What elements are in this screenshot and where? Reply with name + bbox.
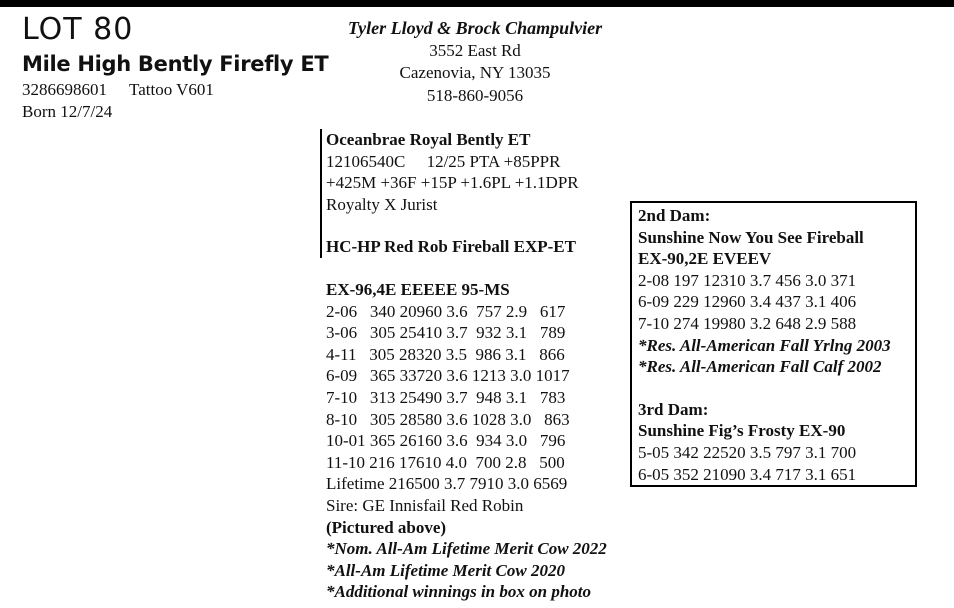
second-dam-classification: EX-90,2E EVEEV <box>638 249 772 269</box>
dam-header <box>320 236 646 258</box>
dam-honor: *Nom. All-Am Lifetime Merit Cow 2022 <box>326 539 607 559</box>
consignor-city: Cazenovia, NY 13035 <box>399 63 551 82</box>
birth-date: Born 12/7/24 <box>22 102 113 121</box>
dam-details <box>326 279 607 603</box>
second-dam-record: 7-10 274 19980 3.2 648 2.9 588 <box>638 313 857 333</box>
dam-record: 8-10 305 28580 3.6 1028 3.0 863 <box>326 409 570 429</box>
consignor-address: 3552 East Rd <box>429 40 521 60</box>
consignor-block <box>330 17 620 107</box>
second-dam-name: Sunshine Now You See Fireball <box>638 227 864 247</box>
dam-record: 4-11 305 28320 3.5 986 3.1 866 <box>326 344 565 364</box>
top-rule <box>0 0 954 7</box>
sire-traits: +425M +36F +15P +1.6PL +1.1DPR <box>326 173 579 192</box>
dam-record: 3-06 305 25410 3.7 932 3.1 789 <box>326 323 566 343</box>
third-dam-heading: 3rd Dam: <box>638 399 709 419</box>
spacer <box>638 378 909 399</box>
dam-record: 6-09 365 33720 3.6 1213 3.0 1017 <box>326 366 570 386</box>
consignor-phone: 518-860-9056 <box>426 85 524 105</box>
dam-record: 7-10 313 25490 3.7 948 3.1 783 <box>326 387 566 407</box>
registration-line <box>22 79 214 101</box>
dam-name: HC-HP Red Rob Fireball EXP-ET <box>326 237 576 256</box>
dam-lifetime: Lifetime 216500 3.7 7910 3.0 6569 <box>326 474 568 494</box>
dam-pictured-note: (Pictured above) <box>326 517 447 537</box>
dam-classification: EX-96,4E EEEEE 95-MS <box>326 280 510 299</box>
dam-record: 10-01 365 26160 3.6 934 3.0 796 <box>326 431 566 451</box>
sire-pedigree: Royalty X Jurist <box>326 194 438 214</box>
second-dam-honor: *Res. All-American Fall Calf 2002 <box>638 357 882 377</box>
dam-honor: *All-Am Lifetime Merit Cow 2020 <box>326 560 565 580</box>
third-dam-record: 5-05 342 22520 3.5 797 3.1 700 <box>638 442 857 462</box>
registration-number: 3286698601 <box>22 80 107 99</box>
second-dam-honor: *Res. All-American Fall Yrlng 2003 <box>638 335 891 355</box>
dam-record: 11-10 216 17610 4.0 700 2.8 500 <box>326 452 565 472</box>
dam-sire: Sire: GE Innisfail Red Robin <box>326 495 524 515</box>
tattoo: Tattoo V601 <box>129 80 214 99</box>
lot-number: LOT 80 <box>22 12 134 47</box>
third-dam-name: Sunshine Fig’s Frosty EX-90 <box>638 421 846 441</box>
consignor-name: Tyler Lloyd & Brock Champulvier <box>347 18 603 38</box>
cow-name: Mile High Bently Firefly ET <box>22 52 329 76</box>
third-dam-record: 6-05 352 21090 3.4 717 3.1 651 <box>638 464 857 484</box>
maternal-pedigree-box <box>630 201 917 487</box>
second-dam-record: 2-08 197 12310 3.7 456 3.0 371 <box>638 270 857 290</box>
second-dam-record: 6-09 229 12960 3.4 437 3.1 406 <box>638 292 857 312</box>
dam-honor: *Additional winnings in box on photo <box>326 582 592 602</box>
sire-genomics: 12106540C 12/25 PTA +85PPR <box>326 151 561 171</box>
dam-record: 2-06 340 20960 3.6 757 2.9 617 <box>326 301 566 321</box>
second-dam-heading: 2nd Dam: <box>638 206 711 225</box>
sire-block <box>320 129 636 252</box>
sire-name: Oceanbrae Royal Bently ET <box>326 130 531 149</box>
